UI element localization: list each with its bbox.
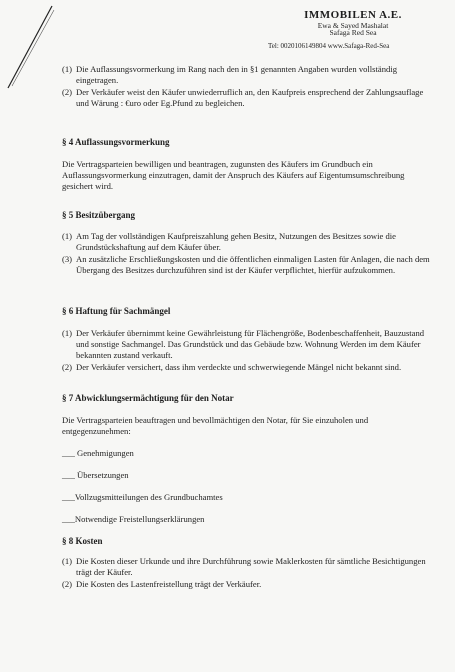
section-3-continued [62,64,434,109]
clause-number: (2) [62,579,73,589]
checklist-item: ___Notwendige Freistellungserklärungen [62,514,205,524]
clause-text: Die Kosten dieser Urkunde und ihre Durchführung sowie Maklerkosten für sämtliche Besichtigungen trägt der Käufer. [76,556,426,577]
clause-item [62,254,434,276]
section-6 [62,306,434,373]
clause-number: (1) [62,64,73,74]
letterhead-line-2: Safaga Red Sea [329,28,377,38]
clause-number: (1) [62,328,73,338]
section-heading: § 7 Abwicklungsermächtigung für den Notar [62,393,234,403]
section-heading: § 6 Haftung für Sachmängel [62,306,171,316]
clause-item [62,362,434,373]
clause-text: Die Auflassungsvormerkung im Rang nach den in §1 genannten Angaben wurden vollständig eingetragen. [76,64,398,85]
section-heading: § 4 Auflassungsvormerkung [62,137,170,147]
checklist-item: ___ Genehmigungen [62,448,134,458]
clause-text: Der Verkäufer übernimmt keine Gewährleistung für Flächengröße, Bodenbeschaffenheit, Bauzustand und sonstige Sachmangel. Das Grundstück und das Gebäude bzw. Wohnung Werden im dem Käufer bekannten zustand verkauft. [76,328,425,360]
letterhead-stamp [258,10,448,51]
clause-text: An zusätzliche Erschließungskosten und die öffentlichen einmaligen Lasten für Anlagen, die nach dem Übergang des Besitzes durchzuführen sind ist der Käufer verpflichtet, hierfür aufzukommen. [76,254,430,275]
clause-number: (1) [62,231,73,241]
letterhead-contact: Tel: 0020106149804 www.Safaga-Red-Sea [268,42,390,51]
section-4 [62,137,434,192]
clause-text: Der Verkäufer weist den Käufer unwiederruflich an, den Kaufpreis ensprechend der Zahlungsauflage und Wärung : €uro oder Eg.Pfund zu begleichen. [76,87,424,108]
clause-text: Am Tag der vollständigen Kaufpreiszahlung gehen Besitz, Nutzungen des Besitzes sowie die Grundstückshaftung auf dem Käufer über. [76,231,396,252]
clause-item [62,579,434,590]
clause-number: (2) [62,87,73,97]
section-7 [62,393,434,525]
clause-number: (2) [62,362,73,372]
clause-item [62,64,434,86]
clause-number: (1) [62,556,73,566]
pen-stroke-mark [6,4,56,90]
checklist-item: ___ Übersetzungen [62,470,129,480]
section-heading: § 8 Kosten [62,536,103,546]
section-8 [62,536,434,590]
section-body: Die Vertragsparteien beauftragen und bevollmächtigen den Notar, für Sie einzuholen und entgegenzunehmen: [62,415,369,436]
company-name: IMMOBILEN A.E. [304,9,402,21]
clause-number: (3) [62,254,73,264]
section-body: Die Vertragsparteien bewilligen und beantragen, zugunsten des Käufers im Grundbuch ein Auflassungsvormerkung einzutragen, damit der Anspruch des Käufers auf Eigentumsumschreibung gesichert wird. [62,159,405,191]
letterhead-line-1: Ewa & Sayed Mashalat [317,20,389,30]
section-heading: § 5 Besitzübergang [62,210,135,220]
clause-text: Die Kosten des Lastenfreistellung trägt der Verkäufer. [76,579,262,589]
clause-item [62,556,434,578]
clause-item [62,328,434,361]
clause-text: Der Verkäufer versichert, dass ihm verdeckte und schwerwiegende Mängel nicht bekannt sind. [76,362,402,372]
clause-item [62,87,434,109]
section-5 [62,210,434,276]
contract-text [62,64,434,591]
clause-item [62,231,434,253]
checklist-item: ___Vollzugsmitteilungen des Grundbuchamtes [62,492,223,502]
